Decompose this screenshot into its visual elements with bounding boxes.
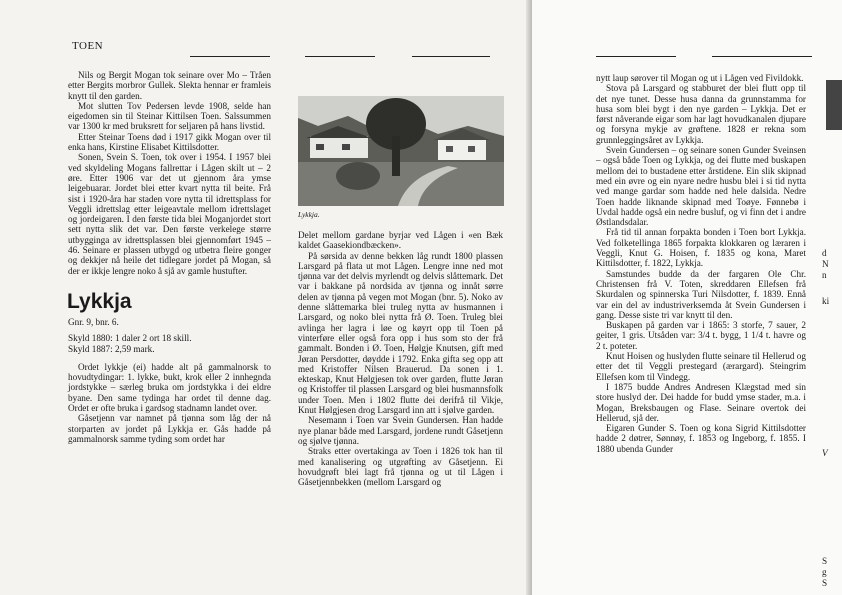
paragraph: I 1875 budde Andres Andresen Klægstad med sin store huslyd der. Dei hadde for budd ymse stader, m.a. i Mogan, Breksbaugen og Flase. Seinare overtok dei Hellerud, sjå der. (596, 381, 806, 423)
paragraph: Etter Steinar Toens død i 1917 gikk Mogan over til enka hans, Kirstine Elisabet Kittilsdotter. (68, 131, 271, 153)
right-page (532, 0, 842, 595)
left-column (68, 70, 271, 444)
paragraph: Ordet lykkje (ei) hadde alt på gammalnorsk to hovudtydingar: 1. lykke, bukt, krok eller 2 innhegnda jordstykke – særleg bruka om jordstykka i dei eldre byane. Den same tydinga har ordet til denne dag. Ordet er ofte bruka i gardsog stadnamn landet over. (68, 361, 271, 414)
header-rule (412, 56, 490, 57)
photo-caption: Lykkja. (298, 210, 320, 219)
header-rule (305, 56, 375, 57)
paragraph: nytt laup sørover til Mogan og ut i Lågen ved Fivildokk. (596, 73, 804, 83)
skyld-line: Skyld 1880: 1 daler 2 ort 18 skill. (68, 333, 192, 344)
paragraph: Mot slutten Tov Pedersen levde 1908, selde han eigedomen sin til Steinar Kittilsen Toen. Salssummen var 1300 kr med bruksrett for seljaren på hans livstid. (68, 100, 271, 132)
running-head: TOEN (72, 40, 104, 52)
edge-fragment: V (822, 448, 828, 458)
edge-fragment: N (822, 259, 829, 269)
edge-fragment: g (822, 567, 827, 577)
right-column (298, 230, 503, 487)
farm-number: Gnr. 9, bnr. 6. (68, 316, 119, 327)
paragraph: Eigaren Gunder S. Toen og kona Sigrid Kittilsdotter hadde 2 døtrer, Sønnøy, f. 1853 og Ingeborg, f. 1855. I 1880 ubenda Gunder (596, 423, 806, 454)
paragraph: Nils og Bergit Mogan tok seinare over Mo – Tråen etter Bergits morbror Gullek. Slekta hennar er framleis knytt til den garden. (68, 70, 271, 101)
paragraph: Samstundes budde da der fargaren Ole Chr. Christensen frå V. Toten, skreddaren Ellefsen frå Skurdalen og spinnerska Turi Nilsdotter, f. 1839. Ennå var ein del av industriverksemda åt Svein Gundersen i gang. Desse siste tri var knytt til den. (596, 268, 806, 320)
paragraph: På sørsida av denne bekken låg rundt 1800 plassen Larsgard på flata ut mot Lågen. Lengre inne ned mot tjønna var det delvis myrlendt og delvis slåttemark. Det var i bakkane på nordsida av tjønna og innåt sørre delen av tjønna på vegen mot Mogan (bnr. 5). Noko av denne slåttemarka blei truleg nytta av husmannen i Larsgard, og noko blei nytta frå Ø. Toen. Truleg blei avlinga her lagra i løe og køyrt opp til Toen på vinterføre eller også fora opp i hus som sto der frå gammalt. Bonden i Ø. Toen, Hølgje Knutsen, gift med Jøran Persdotter, døydde i 1792. Enka gifta seg opp att med Kristoffer Nilsen Brauerud. Da sonen i 1. ekteskap, Knut Hølgjesen tok over garden, flutte Jøran og Kristoffer til plassen Larsgard og blei husmannsfolk under Toen. Men i 1802 flutte dei derifrå til Vikje, Knut Hølgjesen drog Larsgard inn att i sjølve garden. (298, 250, 503, 416)
paragraph: Knut Hoisen og huslyden flutte seinare til Hellerud og etter det til Veggli prestegard (ærargard). Steingrim Ellefsen kom til Vindegg. (596, 351, 806, 382)
farm-photo (298, 96, 504, 206)
edge-fragment: ki (822, 296, 830, 306)
skyld-line: Skyld 1887: 2,59 mark. (68, 343, 155, 354)
header-rule (190, 56, 270, 57)
main-column (596, 73, 806, 454)
paragraph: Svein Gundersen – og seinare sonen Gunder Sveinsen – også både Toen og Lykkja, og dei flutte med buskapen mellom dei to bustadene etter årstidene. Ein slik skipnad med ein øvre og ein nyare nedre husbu blei i si tid nytta ved mange gardar som hadde ned hele dalsida. Nedre Toen hadde liknande skipnad med Toøye. Fønnebø i Uvdal hadde også ein nedre busluf, og vi finn det i andre Østlandsdalar. (596, 145, 806, 228)
next-page-photo-edge (826, 80, 842, 130)
paragraph: Buskapen på garden var i 1865: 3 storfe, 7 sauer, 2 geiter, 1 gris. Utsåden var: 3/4 t. bygg, 1 1/4 t. havre og 2 t. poteter. (596, 320, 806, 351)
edge-fragment: S (822, 556, 828, 566)
paragraph: Straks etter overtakinga av Toen i 1826 tok han til med kanalisering og utgrøfting av Gåsetjenn. Ei hovudgrøft blei lagt frå tjønna og ut til Lågen i Gåsetjennbekken (mellom Larsgard og (298, 446, 503, 488)
edge-fragment: S (822, 578, 828, 588)
section-title: Lykkja (67, 289, 132, 313)
paragraph: Nesemann i Toen var Svein Gundersen. Han hadde nye planar både med Larsgard, jordene rundt Gåsetjenn og sjølve tjønna. (298, 415, 503, 446)
paragraph: Frå tid til annan forpakta bonden i Toen bort Lykkja. Ved folketellinga 1865 forpakta klokkaren og læraren i Veggli, Knut G. Hoisen, f. 1835 og kona, Maret Kittilsdotter, f. 1822, Lykkja. (596, 227, 806, 269)
header-rule (596, 56, 676, 57)
header-rule (712, 56, 812, 57)
paragraph: Sonen, Svein S. Toen, tok over i 1954. I 1957 blei ved skyldeling Mogans fallrettar i Lågen skilt ut – 2 øre. Etter 1906 var det ut gjennom åra ymse leigebuarar. Jordet blei etter kvart nytta til beite. Frå sist i 1920-åra har staden vore nytta til idrettsplass for Veggli idrettslag etter leigeavtale mellom idrettslaget og jordeigaren. I den første tida blei Moganjordet stort sett nytta slik det var. Den første verkelege større utbygginga av idrettsplassen blei gjennomført 1945 – 46. Seinare er plassen utbygd og utbetra fleire gonger og dekkjer nå heile det tidlegare jordet på Mogan, så der er ikkje lengre noko å sjå av gamle hustufter. (68, 152, 271, 276)
paragraph: Delet mellom gardane byrjar ved Lågen i «en Bæk kaldet Gaasekiondbæcken». (298, 230, 503, 251)
edge-fragment: d (822, 248, 827, 258)
edge-fragment: n (822, 270, 827, 280)
paragraph: Stova på Larsgard og stabburet der blei flutt opp til det nye tunet. Desse husa danna da grunnstamma for husa som blei bygt i den nye garden – Lykkja. Det er først nåverande eigar som har lagt hovudkanalen djupare og forsyna mykje av grøftene. 1828 er rekna som grunnleggingsåret av Lykkja. (596, 83, 806, 145)
paragraph: Gåsetjenn var namnet på tjønna som låg der nå storparten av jordet på Lykkja er. Gås hadde på gammalnorsk samme tyding som ordet har (68, 413, 271, 444)
